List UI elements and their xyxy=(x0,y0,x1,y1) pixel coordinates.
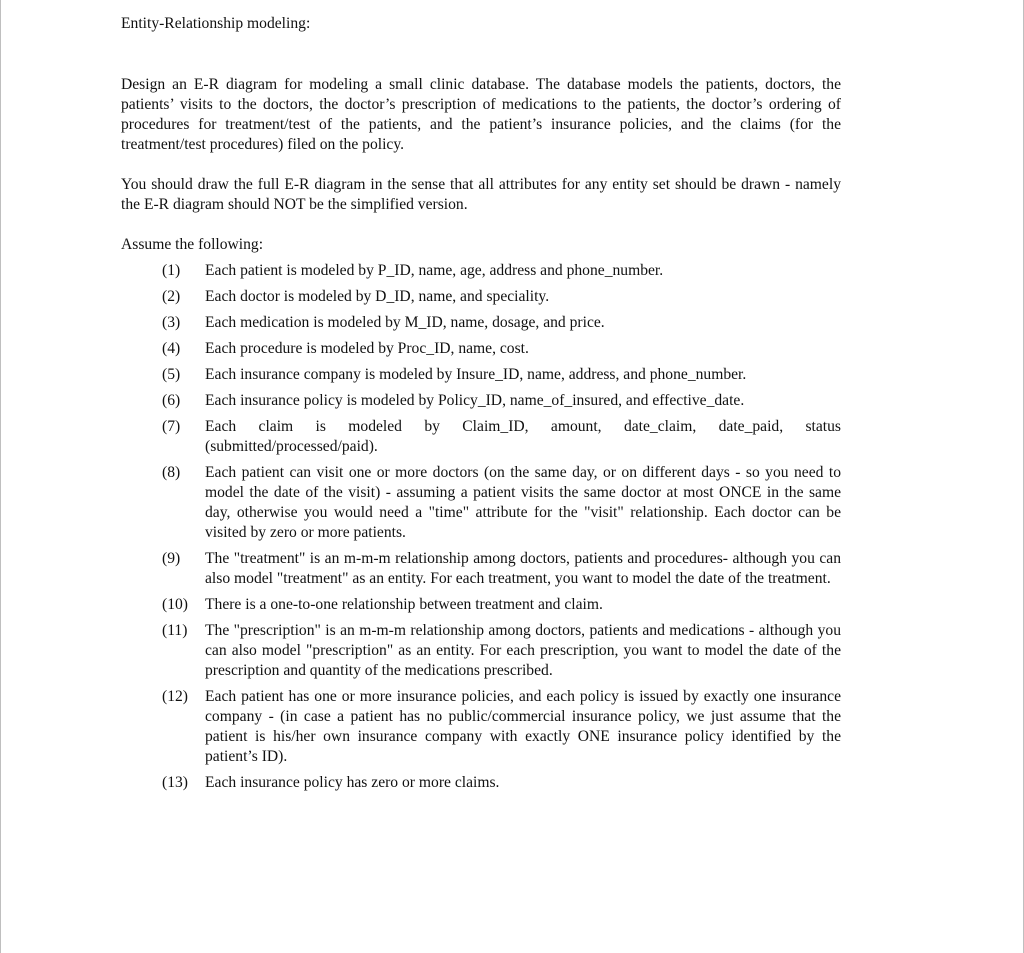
item-text: There is a one-to-one relationship between treatment and claim. xyxy=(205,596,603,613)
item-text: Each claim is modeled by Claim_ID, amount, date_claim, date_paid, status (submitted/processed/paid). xyxy=(205,418,841,455)
list-item-10 xyxy=(121,595,841,615)
instruction-paragraph: You should draw the full E-R diagram in the sense that all attributes for any entity set should be drawn - namely the E-R diagram should NOT be the simplified version. xyxy=(121,176,841,213)
list-item-1 xyxy=(121,261,841,281)
item-number: (13) xyxy=(162,774,188,791)
list-item-9 xyxy=(121,549,841,589)
list-item-5 xyxy=(121,365,841,385)
item-text: Each patient can visit one or more doctors (on the same day, or on different days - so you need to model the date of the visit) - assuming a patient visits the same doctor at most ONCE in the same day, otherwise you would need a "time" attribute for the "visit" relationship. Each doctor can be visited by zero or more patients. xyxy=(205,464,841,541)
list-item-11 xyxy=(121,621,841,681)
item-text: Each procedure is modeled by Proc_ID, name, cost. xyxy=(205,340,529,357)
section-title: Entity-Relationship modeling: xyxy=(121,15,311,32)
item-text: Each insurance policy is modeled by Policy_ID, name_of_insured, and effective_date. xyxy=(205,392,745,409)
item-text: Each medication is modeled by M_ID, name, dosage, and price. xyxy=(205,314,605,331)
assume-label: Assume the following: xyxy=(121,236,264,253)
item-number: (6) xyxy=(162,392,181,409)
assumption-list xyxy=(121,261,841,793)
list-item-3 xyxy=(121,313,841,333)
item-number: (1) xyxy=(162,262,181,279)
item-text: Each patient has one or more insurance policies, and each policy is issued by exactly one insurance company - (in case a patient has no public/commercial insurance policy, we just assume that the patient is his/her own insurance company with exactly ONE insurance policy identified by the patient’s ID). xyxy=(205,688,841,765)
intro-paragraph: Design an E-R diagram for modeling a small clinic database. The database models the patients, doctors, the patients’ visits to the doctors, the doctor’s prescription of medications to the patients, the doctor’s ordering of procedures for treatment/test of the patients, and the patient’s insurance policies, and the claims (for the treatment/test procedures) filed on the policy. xyxy=(121,76,841,153)
item-number: (3) xyxy=(162,314,181,331)
item-number: (9) xyxy=(162,550,181,567)
list-item-13 xyxy=(121,773,841,793)
list-item-2 xyxy=(121,287,841,307)
item-text: The "treatment" is an m-m-m relationship among doctors, patients and procedures- although you can also model "treatment" as an entity. For each treatment, you want to model the date of the treatment. xyxy=(205,550,841,587)
item-number: (5) xyxy=(162,366,181,383)
list-item-4 xyxy=(121,339,841,359)
item-number: (12) xyxy=(162,688,188,705)
item-number: (4) xyxy=(162,340,181,357)
list-item-8 xyxy=(121,463,841,543)
item-number: (8) xyxy=(162,464,181,481)
item-number: (11) xyxy=(162,622,188,639)
item-text: Each insurance company is modeled by Insure_ID, name, address, and phone_number. xyxy=(205,366,747,383)
item-number: (10) xyxy=(162,596,188,613)
list-item-6 xyxy=(121,391,841,411)
item-number: (2) xyxy=(162,288,181,305)
item-text: Each patient is modeled by P_ID, name, age, address and phone_number. xyxy=(205,262,664,279)
list-item-12 xyxy=(121,687,841,767)
item-text: Each doctor is modeled by D_ID, name, and speciality. xyxy=(205,288,550,305)
list-item-7 xyxy=(121,417,841,457)
item-text: Each insurance policy has zero or more claims. xyxy=(205,774,500,791)
item-text: The "prescription" is an m-m-m relationship among doctors, patients and medications - although you can also model "prescription" as an entity. For each prescription, you want to model the date of the prescription and quantity of the medications prescribed. xyxy=(205,622,841,679)
document-body xyxy=(121,14,841,799)
item-number: (7) xyxy=(162,418,181,435)
